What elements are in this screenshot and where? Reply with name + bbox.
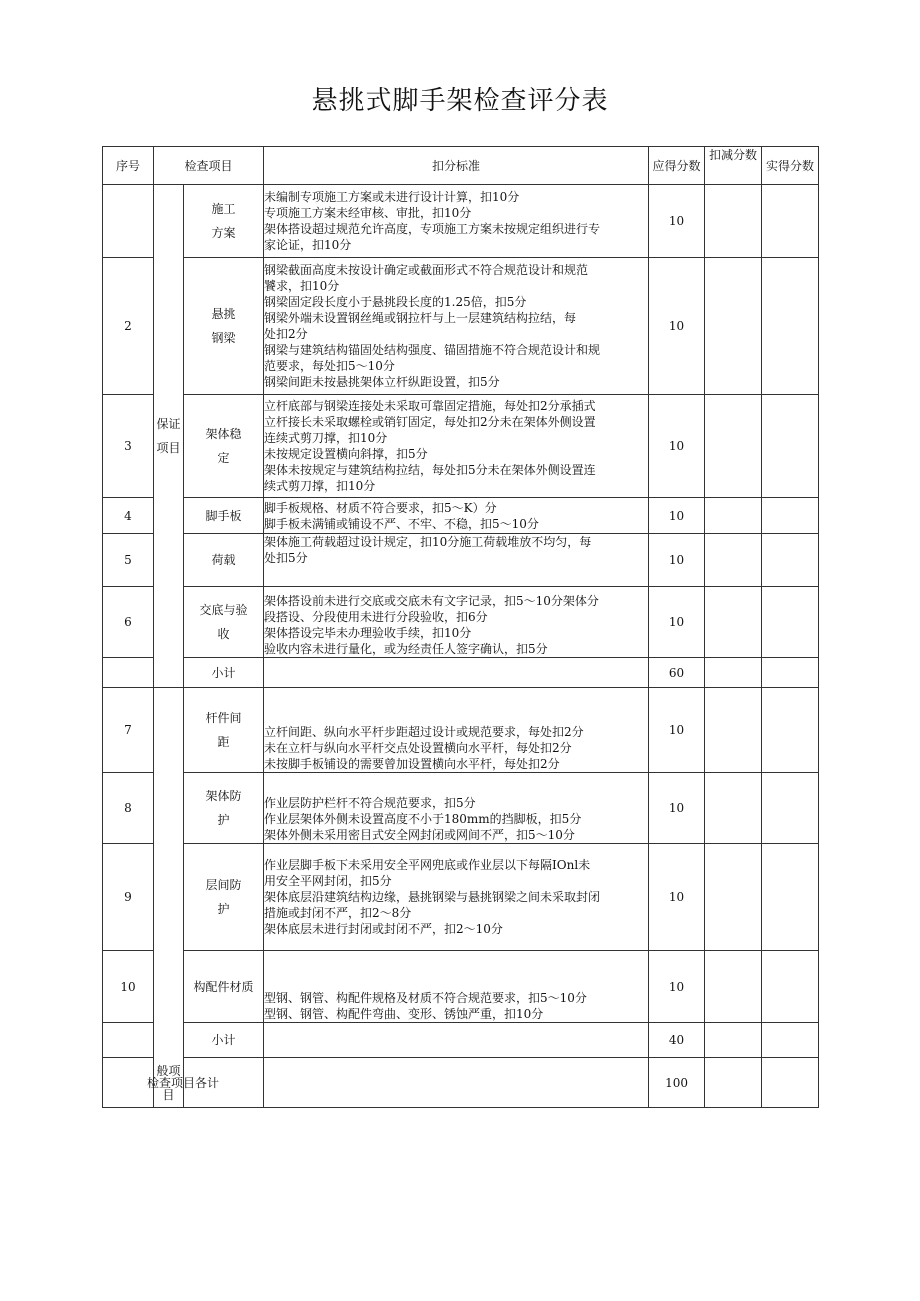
row-actual[interactable] bbox=[762, 534, 819, 587]
row-deduct[interactable] bbox=[705, 587, 762, 658]
table-row bbox=[103, 258, 819, 395]
row-points: 10 bbox=[649, 534, 705, 587]
row-item: 悬挑钢梁 bbox=[184, 258, 264, 395]
row-points: 10 bbox=[649, 395, 705, 498]
row-deduct[interactable] bbox=[705, 773, 762, 844]
row-deduct[interactable] bbox=[705, 951, 762, 1023]
row-standard: 架体搭设前未进行交底或交底未有文字记录，扣5～10分架体分 段搭设、分段使用未进行分段验收，扣6分 架体搭设完毕未办理验收手续，扣10分 验收内容未进行量化，或为经责任人签字确认，扣5分 bbox=[264, 587, 649, 658]
table-row bbox=[103, 688, 819, 773]
row-standard bbox=[264, 1023, 649, 1058]
subtotal-row bbox=[103, 1023, 819, 1058]
row-item: 层间防护 bbox=[184, 844, 264, 951]
table-row bbox=[103, 185, 819, 258]
row-points: 10 bbox=[649, 498, 705, 534]
row-item: 施工方案 bbox=[184, 185, 264, 258]
group-general: 般项目 bbox=[154, 688, 184, 1108]
total-row bbox=[103, 1058, 819, 1108]
row-actual[interactable] bbox=[762, 258, 819, 395]
table-row bbox=[103, 951, 819, 1023]
row-actual[interactable] bbox=[762, 185, 819, 258]
row-points: 60 bbox=[649, 658, 705, 688]
row-deduct[interactable] bbox=[705, 658, 762, 688]
row-actual[interactable] bbox=[762, 688, 819, 773]
row-item: 架体稳定 bbox=[184, 395, 264, 498]
row-deduct[interactable] bbox=[705, 688, 762, 773]
score-table bbox=[102, 146, 819, 1108]
row-deduct[interactable] bbox=[705, 1023, 762, 1058]
row-item: 小计 bbox=[184, 1023, 264, 1058]
row-points: 10 bbox=[649, 844, 705, 951]
row-points: 10 bbox=[649, 773, 705, 844]
row-no: 8 bbox=[103, 773, 154, 844]
row-no: 4 bbox=[103, 498, 154, 534]
row-no: 6 bbox=[103, 587, 154, 658]
row-deduct[interactable] bbox=[705, 498, 762, 534]
row-standard: 作业层防护栏杆不符合规范要求，扣5分 作业层架体外侧未设置高度不小于180mm的挡脚板，扣5分 架体外侧未采用密目式安全网封闭或网间不严，扣5～10分 bbox=[264, 773, 649, 844]
row-deduct[interactable] bbox=[705, 395, 762, 498]
row-standard: 作业层脚手板下未采用安全平网兜底或作业层以下每隔IOnl未 用安全平网封闭，扣5分 架体底层沿建筑结构边缘，悬挑钢梁与悬挑钢梁之间未采取封闭 措施或封闭不严，扣2～8分 架体底层未进行封闭或封闭不严，扣2～10分 bbox=[264, 844, 649, 951]
row-standard: 未编制专项施工方案或未进行设计计算，扣10分 专项施工方案未经审核、审批，扣10分 架体搭设超过规范允许高度，专项施工方案未按规定组织进行专 家论证，扣10分 bbox=[264, 185, 649, 258]
table-row bbox=[103, 587, 819, 658]
row-no: 7 bbox=[103, 688, 154, 773]
row-actual[interactable] bbox=[762, 1023, 819, 1058]
header-actual: 实得分数 bbox=[762, 147, 819, 185]
row-item: 架体防护 bbox=[184, 773, 264, 844]
row-no: 10 bbox=[103, 951, 154, 1023]
total-deduct[interactable] bbox=[705, 1058, 762, 1108]
row-actual[interactable] bbox=[762, 844, 819, 951]
row-no: 9 bbox=[103, 844, 154, 951]
row-standard: 型钢、钢管、构配件规格及材质不符合规范要求，扣5～10分 型钢、钢管、构配件弯曲、变形、锈蚀严重，扣10分 bbox=[264, 951, 649, 1023]
row-item: 脚手板 bbox=[184, 498, 264, 534]
row-item: 荷载 bbox=[184, 534, 264, 587]
row-deduct[interactable] bbox=[705, 534, 762, 587]
header-no: 序号 bbox=[103, 147, 154, 185]
row-deduct[interactable] bbox=[705, 844, 762, 951]
row-item: 构配件材质 bbox=[184, 951, 264, 1023]
row-standard: 立杆间距、纵向水平杆步距超过设计或规范要求，每处扣2分 未在立杆与纵向水平杆交点处设置横向水平杆，每处扣2分 未按脚手板铺设的需要曾加设置横向水平杆，每处扣2分 bbox=[264, 688, 649, 773]
row-points: 10 bbox=[649, 951, 705, 1023]
header-standard: 扣分标准 bbox=[264, 147, 649, 185]
total-points: 100 bbox=[649, 1058, 705, 1108]
row-no bbox=[103, 658, 154, 688]
row-item: 小计 bbox=[184, 658, 264, 688]
table-row bbox=[103, 773, 819, 844]
row-item: 杆件间距 bbox=[184, 688, 264, 773]
row-actual[interactable] bbox=[762, 951, 819, 1023]
row-points: 10 bbox=[649, 688, 705, 773]
row-points: 40 bbox=[649, 1023, 705, 1058]
row-actual[interactable] bbox=[762, 587, 819, 658]
row-no bbox=[103, 1023, 154, 1058]
row-points: 10 bbox=[649, 258, 705, 395]
subtotal-row bbox=[103, 658, 819, 688]
table-row bbox=[103, 395, 819, 498]
row-no: 3 bbox=[103, 395, 154, 498]
row-standard: 脚手板规格、材质不符合要求，扣5～K）分 脚手板未满铺或铺设不严、不牢、不稳，扣5～10分 bbox=[264, 498, 649, 534]
row-no: 5 bbox=[103, 534, 154, 587]
header-row bbox=[103, 147, 819, 185]
row-actual[interactable] bbox=[762, 498, 819, 534]
row-deduct[interactable] bbox=[705, 185, 762, 258]
header-deduct: 扣减分数 bbox=[705, 147, 762, 185]
row-standard: 立杆底部与钢梁连接处未采取可靠固定措施，每处扣2分承插式 立杆接长未采取螺栓或销钉固定，每处扣2分未在架体外侧设置 连续式剪刀撑，扣10分 未按规定设置横向斜撑，扣5分 架体未按规定与建筑结构拉结，每处扣5分未在架体外侧设置连 续式剪刀撑，扣10分 bbox=[264, 395, 649, 498]
row-standard: 钢梁截面高度未按设计确定或截面形式不符合规范设计和规范 饕求，扣10分 钢梁固定段长度小于悬挑段长度的1.25倍，扣5分 钢梁外端未设置钢丝绳或钢拉杆与上一层建筑结构拉结，每 处扣2分 钢梁与建筑结构锚固处结构强度、锚固措施不符合规范设计和规 范要求，每处扣5～10分 钢梁间距未按悬挑架体立杆纵距设置，扣5分 bbox=[264, 258, 649, 395]
total-label: 检查项目各计 bbox=[103, 1058, 264, 1108]
row-actual[interactable] bbox=[762, 658, 819, 688]
row-item: 交底与验收 bbox=[184, 587, 264, 658]
header-item: 检查项目 bbox=[154, 147, 264, 185]
row-points: 10 bbox=[649, 587, 705, 658]
row-standard: 架体施工荷载超过设计规定，扣10分施工荷载堆放不均匀，每 处扣5分 bbox=[264, 534, 649, 587]
row-actual[interactable] bbox=[762, 773, 819, 844]
header-points: 应得分数 bbox=[649, 147, 705, 185]
table-row bbox=[103, 534, 819, 587]
row-actual[interactable] bbox=[762, 395, 819, 498]
row-no: 2 bbox=[103, 258, 154, 395]
table-row bbox=[103, 844, 819, 951]
page-title: 悬挑式脚手架检查评分表 bbox=[311, 86, 609, 116]
row-points: 10 bbox=[649, 185, 705, 258]
table-row bbox=[103, 498, 819, 534]
row-standard bbox=[264, 658, 649, 688]
row-no bbox=[103, 185, 154, 258]
total-standard bbox=[264, 1058, 649, 1108]
row-deduct[interactable] bbox=[705, 258, 762, 395]
total-actual[interactable] bbox=[762, 1058, 819, 1108]
group-guarantee: 保证项目 bbox=[154, 185, 184, 688]
